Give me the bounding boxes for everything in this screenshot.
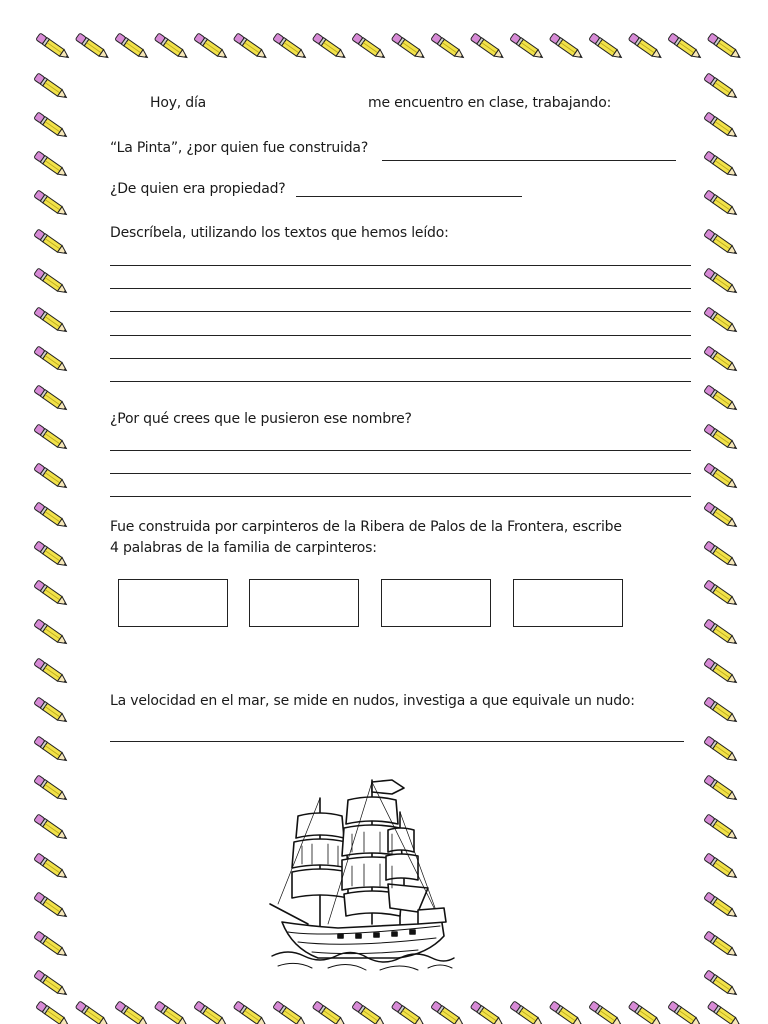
pencil-icon [704, 385, 739, 413]
pencil-icon [34, 697, 69, 725]
pencil-icon [115, 33, 150, 61]
question-name: ¿Por qué crees que le pusieron ese nombre? [110, 411, 412, 427]
pencil-icon [704, 892, 739, 920]
pencil-icon [704, 697, 739, 725]
pencil-icon [707, 1001, 742, 1024]
question-owner: ¿De quien era propiedad? [110, 181, 286, 197]
pencil-icon [273, 1001, 308, 1024]
pencil-icon [154, 1001, 189, 1024]
pencil-icon [36, 33, 71, 61]
question-family-line2: 4 palabras de la familia de carpinteros: [110, 540, 377, 556]
answer-line-describe[interactable] [110, 381, 691, 382]
pencil-icon [34, 346, 69, 374]
pencil-icon [704, 736, 739, 764]
pencil-icon [34, 814, 69, 842]
pencil-icon [431, 33, 466, 61]
pencil-icon [704, 775, 739, 803]
pencil-icon [704, 307, 739, 335]
pencil-icon [668, 1001, 703, 1024]
pencil-icon [233, 33, 268, 61]
pencil-icon [194, 1001, 229, 1024]
pencil-icon [704, 541, 739, 569]
answer-box-4[interactable] [513, 579, 623, 627]
pencil-icon [704, 424, 739, 452]
pencil-icon [470, 33, 505, 61]
pencil-icon [34, 73, 69, 101]
pencil-icon [233, 1001, 268, 1024]
answer-line-describe[interactable] [110, 265, 691, 266]
pencil-icon [34, 502, 69, 530]
question-built-by: “La Pinta”, ¿por quien fue construida? [110, 140, 369, 156]
pencil-icon [391, 33, 426, 61]
pencil-icon [549, 1001, 584, 1024]
answer-line-name[interactable] [110, 473, 691, 474]
pencil-icon [510, 33, 545, 61]
pencil-icon [34, 424, 69, 452]
pencil-icon [668, 33, 703, 61]
pencil-icon [704, 502, 739, 530]
question-knot: La velocidad en el mar, se mide en nudos, investiga a que equivale un nudo: [110, 693, 635, 709]
pencil-icon [34, 541, 69, 569]
pencil-icon [704, 190, 739, 218]
pencil-icon [589, 33, 624, 61]
pencil-icon [707, 33, 742, 61]
answer-line-built-by[interactable] [382, 160, 676, 161]
question-family-line1: Fue construida por carpinteros de la Ribera de Palos de la Frontera, escribe [110, 519, 622, 535]
answer-box-3[interactable] [381, 579, 491, 627]
pencil-icon [704, 463, 739, 491]
pencil-icon [34, 151, 69, 179]
pencil-icon [704, 658, 739, 686]
answer-box-1[interactable] [118, 579, 228, 627]
pencil-icon [34, 580, 69, 608]
pencil-icon [391, 1001, 426, 1024]
pencil-icon [34, 775, 69, 803]
pencil-icon [34, 268, 69, 296]
pencil-icon [431, 1001, 466, 1024]
answer-line-name[interactable] [110, 496, 691, 497]
answer-line-describe[interactable] [110, 288, 691, 289]
pencil-icon [352, 33, 387, 61]
pencil-icon [704, 931, 739, 959]
pencil-icon [704, 853, 739, 881]
pencil-icon [34, 307, 69, 335]
answer-line-describe[interactable] [110, 335, 691, 336]
pencil-icon [312, 33, 347, 61]
pencil-icon [549, 33, 584, 61]
pencil-icon [34, 619, 69, 647]
pencil-icon [75, 1001, 110, 1024]
answer-line-knot[interactable] [110, 741, 684, 742]
pencil-icon [352, 1001, 387, 1024]
pencil-icon [34, 892, 69, 920]
pencil-icon [34, 112, 69, 140]
greeting-right: me encuentro en clase, trabajando: [368, 95, 612, 111]
pencil-icon [704, 619, 739, 647]
pencil-icon [34, 853, 69, 881]
pencil-icon [34, 931, 69, 959]
pencil-icon [510, 1001, 545, 1024]
pencil-icon [704, 814, 739, 842]
pencil-icon [628, 33, 663, 61]
pencil-icon [194, 33, 229, 61]
pencil-icon [470, 1001, 505, 1024]
pencil-icon [704, 112, 739, 140]
answer-line-describe[interactable] [110, 358, 691, 359]
pencil-icon [75, 33, 110, 61]
question-describe: Descríbela, utilizando los textos que hemos leído: [110, 225, 449, 241]
pencil-icon [34, 229, 69, 257]
pencil-icon [704, 151, 739, 179]
pencil-icon [115, 1001, 150, 1024]
pencil-icon [589, 1001, 624, 1024]
pencil-icon [704, 229, 739, 257]
pencil-icon [704, 73, 739, 101]
pencil-icon [34, 190, 69, 218]
pencil-icon [36, 1001, 71, 1024]
pencil-icon [34, 385, 69, 413]
pencil-icon [154, 33, 189, 61]
pencil-icon [34, 463, 69, 491]
pencil-icon [704, 970, 739, 998]
answer-box-2[interactable] [249, 579, 359, 627]
greeting-left: Hoy, día [150, 95, 207, 111]
pencil-icon [34, 970, 69, 998]
pencil-icon [704, 580, 739, 608]
pencil-icon [704, 268, 739, 296]
pencil-icon [34, 736, 69, 764]
answer-line-owner[interactable] [296, 196, 522, 197]
answer-line-describe[interactable] [110, 311, 691, 312]
pencil-icon [273, 33, 308, 61]
pencil-icon [704, 346, 739, 374]
pencil-icon [34, 658, 69, 686]
galleon-ship-icon [268, 776, 458, 976]
pencil-icon [312, 1001, 347, 1024]
answer-line-name[interactable] [110, 450, 691, 451]
pencil-icon [628, 1001, 663, 1024]
